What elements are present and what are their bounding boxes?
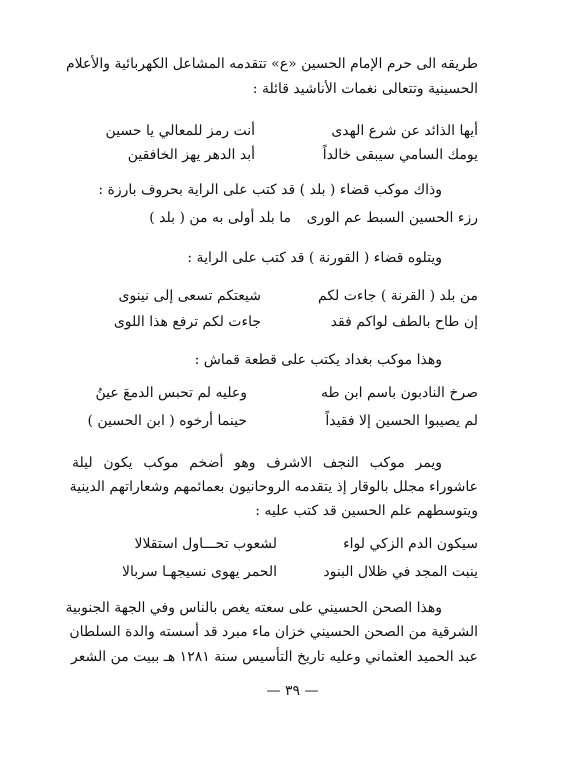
paragraph-2: وذاك موكب قضاء ( بلد ) قد كتب على الراية بحروف بارزة : — [98, 182, 442, 198]
verse-2-1-a: رزء الحسين السبط عم الورى — [306, 210, 478, 226]
verse-4-2-a: لم يصيبوا الحسين إلا فقيداً — [325, 413, 478, 429]
paragraph-1-line-1: طريقه الى حرم الإمام الحسين «ع» تتقدمه المشاعل الكهربائية والأعلام — [65, 56, 478, 72]
verse-4-1-b: وعليه لم تحبس الدمعَ عينُ — [95, 385, 247, 401]
verse-5-1-a: سيكون الدم الزكي لواء — [343, 536, 478, 552]
paragraph-6-line-1: وهذا الصحن الحسيني على سعته يغص بالناس وفي الجهة الجنوبية — [65, 600, 442, 616]
verse-4-1-a: صرخ النادبون باسم ابن طه — [320, 385, 478, 401]
paragraph-6-line-3: عبد الحميد العثماني وعليه تاريخ التأسيس سنة ١٢٨١ هـ ببيت من الشعر — [71, 649, 478, 665]
paragraph-6-line-2: الشرقية من الصحن الحسيني خزان ماء مبرد قد أسسته والدة السلطان — [69, 624, 478, 640]
verse-3-2-a: إن طاح بالطف لواكم فقد — [330, 314, 478, 330]
verse-3-1-b: شيعتكم تسعى إلى نينوى — [118, 288, 261, 304]
paragraph-5-line-3: ويتوسطهم علم الحسين قد كتب عليه : — [255, 503, 478, 519]
verse-5-1-b: لشعوب تحـــاول استقلالا — [134, 536, 277, 552]
verse-5-2-a: ينبت المجد في ظلال البنود — [323, 564, 478, 580]
verse-1-1-a: أيها الذائد عن شرع الهدى — [331, 123, 478, 139]
verse-3-1-a: من بلد ( القرنة ) جاءت لكم — [317, 288, 478, 304]
verse-1-2-b: أبد الدهر يهز الخافقين — [127, 147, 255, 163]
verse-2-1-b: ما بلد أولى به من ( بلد ) — [149, 210, 291, 226]
verse-3-2-b: جاءت لكم ترفع هذا اللوى — [113, 314, 261, 330]
verse-4-2-b: حينما أرخوه ( ابن الحسين ) — [87, 413, 247, 429]
paragraph-1-line-2: الحسينية وتتعالى نغمات الأناشيد قائلة : — [252, 81, 478, 97]
paragraph-3: ويتلوه قضاء ( القورنة ) قد كتب على الراية : — [187, 250, 442, 266]
verse-1-2-a: يومك السامي سيبقى خالداً — [322, 147, 478, 163]
paragraph-4: وهذا موكب بغداد يكتب على قطعة قماش : — [194, 352, 442, 368]
paragraph-5-line-1: ويمر موكب النجف الاشرف وهو أضخم موكب يكون ليلة — [72, 455, 442, 471]
verse-5-2-b: الحمر يهوى نسيجهـا سربالا — [122, 564, 277, 580]
page-number: — ٣٩ — — [266, 683, 319, 699]
verse-1-1-b: أنت رمز للمعالي يا حسين — [105, 123, 255, 139]
paragraph-5-line-2: عاشوراء مجلل بالوقار إذ يتقدمه الروحانيون بعمائمهم وشعاراتهم الدينية — [69, 479, 478, 495]
